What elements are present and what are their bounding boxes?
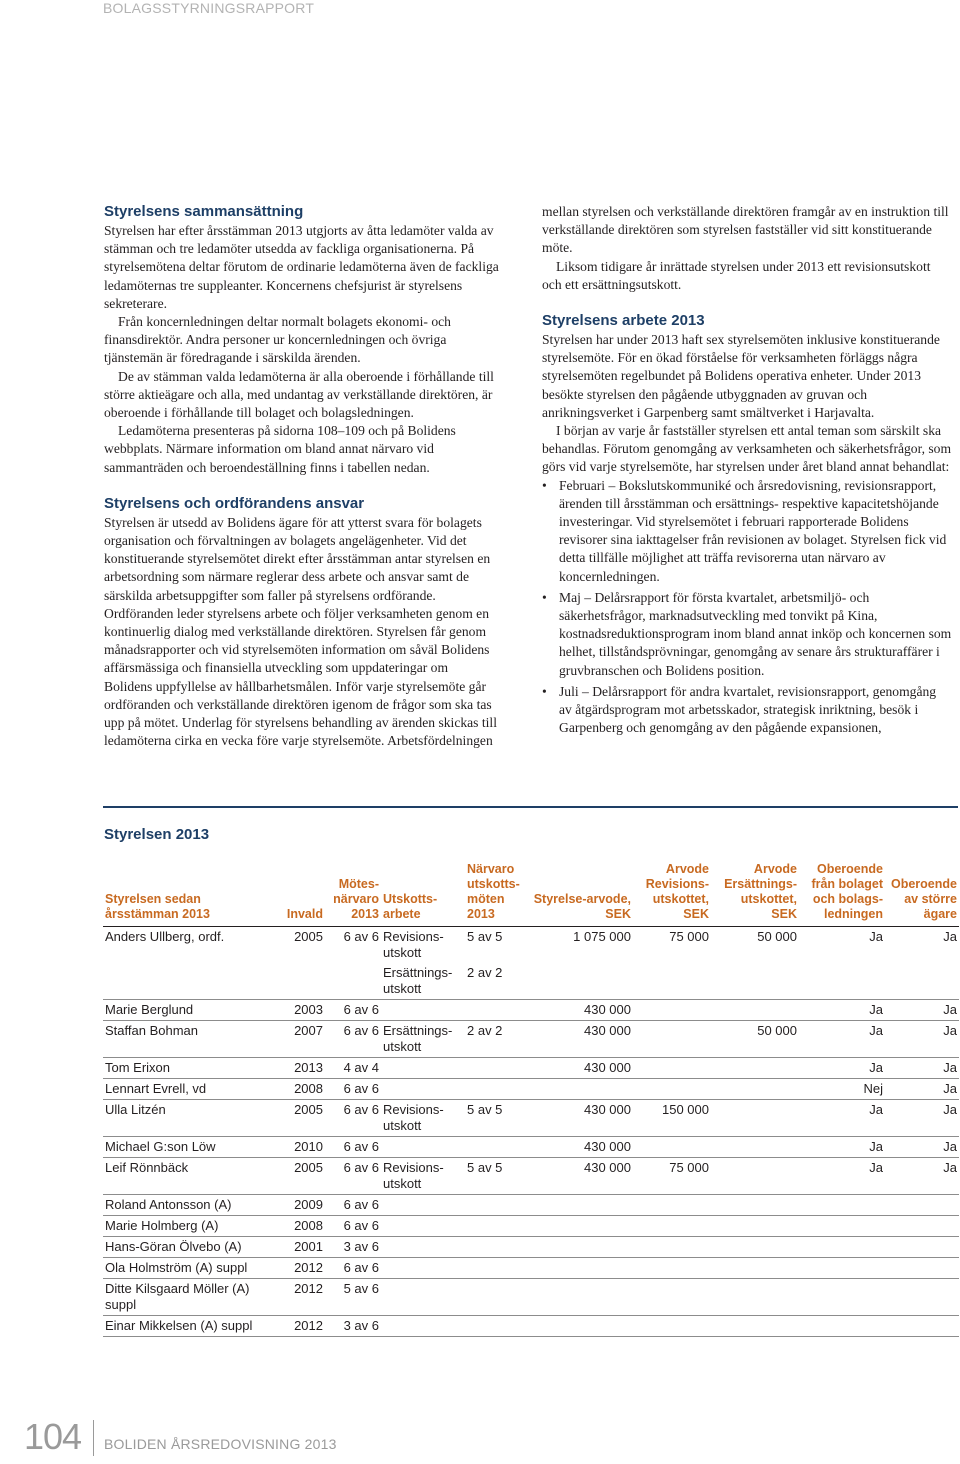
cell-elected: 2008 xyxy=(271,1216,325,1237)
cell-elected: 2005 xyxy=(271,1158,325,1195)
cell-independent-company: Nej xyxy=(799,1079,885,1100)
cell-name: Marie Holmberg (A) xyxy=(103,1216,271,1237)
cell-committee xyxy=(381,1079,465,1100)
cell-remuneration-fee xyxy=(711,963,799,1000)
board-table xyxy=(103,862,959,1337)
cell-committee: Ersättnings-utskott xyxy=(381,963,465,1000)
cell-audit-fee xyxy=(633,1237,711,1258)
cell-committee-attendance xyxy=(465,1058,523,1079)
cell-meetings: 6 av 6 xyxy=(325,1100,381,1137)
bullet-icon: • xyxy=(542,477,547,493)
cell-meetings: 3 av 6 xyxy=(325,1237,381,1258)
cell-meetings: 3 av 6 xyxy=(325,1316,381,1337)
cell-committee xyxy=(381,1137,465,1158)
cell-independent-company: Ja xyxy=(799,1158,885,1195)
paragraph: Styrelsen är utsedd av Bolidens ägare för att ytterst svara för bolagets organisation och förvaltningen av bolagets angelägenheter. Vid det konstituerande styrelsemötet direkt efter årsstämman antar styrelsen en arbetsordning som närmare reglerar dess arbete och ansvar samt de särskilda arbetsuppgifter som faller på styrelsens ordförande. Ordföranden leder styrelsens arbete och följer verksamheten genom en kontinuerlig dialog med verkställande direktören. Styrelsen får genom månadsrapporter och vid styrelsemöten information om såväl Bolidens affärsmässiga och finansiella utveckling som uppdateringar om Bolidens uppfyllelse av hållbarhetsmålen. Inför varje styrelsemöte går ordföranden och verkställande direktören igenom de frågor som ska tas upp på mötet. Underlag för styrelsens behandling av ärenden skickas till ledamöterna cirka en vecka före varje styrelsemöte. Arbetsfördelningen xyxy=(104,514,497,749)
cell-committee-attendance xyxy=(465,1216,523,1237)
col-header-remuneration-fee: Arvode Ersättnings-utskottet, SEK xyxy=(711,862,799,927)
cell-committee xyxy=(381,1258,465,1279)
cell-audit-fee xyxy=(633,1137,711,1158)
table-row xyxy=(103,1058,959,1079)
cell-committee: Revisions-utskott xyxy=(381,1158,465,1195)
cell-meetings xyxy=(325,963,381,1000)
cell-elected: 2005 xyxy=(294,929,323,944)
table-row xyxy=(103,1279,959,1316)
table-row xyxy=(103,1158,959,1195)
cell-remuneration-fee: 50 000 xyxy=(757,929,797,944)
cell-name: Roland Antonsson (A) xyxy=(103,1195,271,1216)
cell-remuneration-fee: 50 000 xyxy=(711,1021,799,1058)
cell-board-fee xyxy=(523,1279,633,1316)
section-title-composition: Styrelsens sammansättning xyxy=(104,203,304,220)
cell-audit-fee xyxy=(633,1279,711,1316)
cell-meetings: 6 av 6 xyxy=(325,1158,381,1195)
cell-independent-owners: Ja xyxy=(885,1000,959,1021)
cell-board-fee xyxy=(523,1079,633,1100)
table-top-rule xyxy=(103,806,958,808)
cell-committee xyxy=(381,1216,465,1237)
cell-name: Michael G:son Löw xyxy=(103,1137,271,1158)
cell-committee-attendance: 5 av 5 xyxy=(465,1100,523,1137)
cell-committee: Revisions-utskott xyxy=(381,1100,465,1137)
paragraph: I början av varje år fastställer styrelsen ett antal teman som särskilt ska behandlas. Förutom genomgång av verksamheten och säkerhetsfrågor, som görs vid varje styrelsemöte, har styrelsen under året bland annat behandlat: xyxy=(542,423,952,475)
cell-meetings: 6 av 6 xyxy=(343,929,379,944)
cell-independent-company xyxy=(799,1216,885,1237)
cell-independent-company xyxy=(799,1316,885,1337)
table-row xyxy=(103,963,959,1000)
cell-name: Anders Ullberg, ordf. xyxy=(105,929,225,944)
cell-meetings: 6 av 6 xyxy=(325,1079,381,1100)
cell-independent-company: Ja xyxy=(869,929,883,944)
paragraph: Liksom tidigare år inrättade styrelsen under 2013 ett revisionsutskott och ett ersättningsutskott. xyxy=(542,258,931,292)
cell-independent-company: Ja xyxy=(799,1000,885,1021)
cell-independent-company: Ja xyxy=(799,1137,885,1158)
cell-elected: 2003 xyxy=(271,1000,325,1021)
cell-audit-fee xyxy=(633,1216,711,1237)
cell-independent-owners: Ja xyxy=(885,1137,959,1158)
cell-elected: 2012 xyxy=(271,1279,325,1316)
cell-independent-owners xyxy=(885,1195,959,1216)
cell-board-fee xyxy=(523,1237,633,1258)
cell-elected: 2007 xyxy=(271,1021,325,1058)
cell-independent-owners xyxy=(885,1279,959,1316)
cell-board-fee: 430 000 xyxy=(523,1021,633,1058)
cell-elected: 2005 xyxy=(271,1100,325,1137)
cell-committee-attendance: 2 av 2 xyxy=(465,963,523,1000)
cell-independent-company: Ja xyxy=(799,1021,885,1058)
cell-elected xyxy=(271,963,325,1000)
running-header: BOLAGSSTYRNINGSRAPPORT xyxy=(103,0,315,16)
cell-independent-owners: Ja xyxy=(885,1100,959,1137)
col-header-elected: Invald xyxy=(271,862,325,927)
cell-board-fee xyxy=(523,1195,633,1216)
cell-independent-company xyxy=(799,1237,885,1258)
col-header-meetings: Mötes-närvaro 2013 xyxy=(325,862,381,927)
cell-board-fee: 1 075 000 xyxy=(573,929,631,944)
list-item: • Juli – Delårsrapport för andra kvartalet, revisionsrapport, genomgång av åtgärdsprogram mot arbetsskador, strategisk inriktning, besök i Garpenberg och genomgång av den pågående expansionen, xyxy=(542,683,937,736)
cell-board-fee: 430 000 xyxy=(523,1000,633,1021)
cell-audit-fee: 75 000 xyxy=(633,1158,711,1195)
cell-board-fee xyxy=(523,963,633,1000)
cell-independent-owners xyxy=(885,1216,959,1237)
cell-remuneration-fee xyxy=(711,1000,799,1021)
cell-remuneration-fee xyxy=(711,1195,799,1216)
cell-elected: 2012 xyxy=(271,1258,325,1279)
col-header-audit-fee: Arvode Revisions-utskottet, SEK xyxy=(633,862,711,927)
table-row xyxy=(103,1316,959,1337)
cell-remuneration-fee xyxy=(711,1058,799,1079)
col-header-independent-owners: Oberoende av större ägare xyxy=(885,862,959,927)
cell-committee xyxy=(381,1279,465,1316)
cell-committee-attendance xyxy=(465,1258,523,1279)
table-row xyxy=(103,1195,959,1216)
cell-board-fee xyxy=(523,1216,633,1237)
cell-independent-company xyxy=(799,1195,885,1216)
cell-independent-company xyxy=(799,1258,885,1279)
cell-committee-attendance xyxy=(465,1137,523,1158)
cell-committee-attendance xyxy=(465,1000,523,1021)
cell-board-fee xyxy=(523,1316,633,1337)
cell-board-fee: 430 000 xyxy=(523,1158,633,1195)
cell-audit-fee xyxy=(633,963,711,1000)
right-column xyxy=(542,203,952,740)
section-title-responsibility: Styrelsens och ordförandens ansvar xyxy=(104,494,365,512)
cell-committee: Ersättnings-utskott xyxy=(381,1021,465,1058)
col-header-committee-attendance: Närvaro utskotts-möten 2013 xyxy=(465,862,523,927)
cell-independent-owners xyxy=(885,963,959,1000)
table-row xyxy=(103,1079,959,1100)
table-row xyxy=(103,1258,959,1279)
bullet-icon: • xyxy=(542,683,547,699)
cell-independent-company xyxy=(799,963,885,1000)
cell-board-fee: 430 000 xyxy=(523,1137,633,1158)
cell-committee-attendance xyxy=(465,1195,523,1216)
cell-name: Ola Holmström (A) suppl xyxy=(103,1258,271,1279)
cell-meetings: 6 av 6 xyxy=(325,1216,381,1237)
cell-meetings: 6 av 6 xyxy=(325,1021,381,1058)
col-header-board-fee: Styrelse-arvode, SEK xyxy=(523,862,633,927)
cell-meetings: 6 av 6 xyxy=(325,1195,381,1216)
cell-remuneration-fee xyxy=(711,1258,799,1279)
cell-name: Tom Erixon xyxy=(103,1058,271,1079)
cell-elected: 2009 xyxy=(271,1195,325,1216)
paragraph: Ledamöterna presenteras på sidorna 108–109 och på Bolidens webbplats. Närmare information om bland annat närvaro vid sammanträden och beroendeställning finns i tabellen nedan. xyxy=(104,423,456,475)
cell-independent-owners: Ja xyxy=(885,1158,959,1195)
table-row xyxy=(103,1100,959,1137)
table-row xyxy=(103,1000,959,1021)
cell-name: Staffan Bohman xyxy=(103,1021,271,1058)
cell-elected: 2008 xyxy=(271,1079,325,1100)
publication-title: BOLIDEN ÅRSREDOVISNING 2013 xyxy=(104,1436,337,1452)
table-title: Styrelsen 2013 xyxy=(104,826,210,843)
cell-elected: 2012 xyxy=(271,1316,325,1337)
cell-meetings: 6 av 6 xyxy=(325,1000,381,1021)
list-item: • Februari – Bokslutskommuniké och årsredovisning, revisionsrapport, ärenden till årsstämman och ersättnings- respektive kapacitetshöjande investeringar. Vid styrelsemötet i februari rapporterade Bolidens revisorer sina iakttagelser från revisionen av bolaget. Styrelsen fick vid detta tillfälle möjlighet att träffa revisorerna utan närvaro av koncernledningen. xyxy=(542,477,947,584)
cell-independent-owners xyxy=(885,1316,959,1337)
cell-independent-company xyxy=(799,1279,885,1316)
col-header-independent-company: Oberoende från bolaget och bolags-ledningen xyxy=(799,862,885,927)
cell-audit-fee xyxy=(633,1258,711,1279)
cell-independent-owners: Ja xyxy=(943,929,957,944)
table-header-row xyxy=(103,862,959,927)
col-header-name: Styrelsen sedan årsstämman 2013 xyxy=(103,862,271,927)
cell-name: Einar Mikkelsen (A) suppl xyxy=(103,1316,271,1337)
cell-remuneration-fee xyxy=(711,1316,799,1337)
cell-committee: Revisions-utskott xyxy=(383,929,444,960)
cell-meetings: 5 av 6 xyxy=(325,1279,381,1316)
table-row xyxy=(103,1237,959,1258)
section-title-board-work: Styrelsens arbete 2013 xyxy=(542,312,705,330)
paragraph: Styrelsen har under 2013 haft sex styrelsemöten inklusive konstituerande styrelsemöte. För en ökad förståelse för verksamheten förläggs några styrelsemöten regelbundet på Bolidens operativa enheter. Under 2013 besökte styrelsen den pågående utbyggnaden av gruvan och anrikningsverket i Garpenberg samt smältverket i Harjavalta. xyxy=(542,332,940,420)
cell-name: Leif Rönnbäck xyxy=(103,1158,271,1195)
cell-independent-company: Ja xyxy=(799,1100,885,1137)
cell-committee xyxy=(381,1316,465,1337)
cell-remuneration-fee xyxy=(711,1279,799,1316)
bullet-icon: • xyxy=(542,589,547,605)
cell-name xyxy=(103,963,271,1000)
cell-remuneration-fee xyxy=(711,1216,799,1237)
cell-elected: 2013 xyxy=(271,1058,325,1079)
cell-committee xyxy=(381,1000,465,1021)
cell-committee-attendance xyxy=(465,1237,523,1258)
cell-audit-fee xyxy=(633,1316,711,1337)
cell-independent-owners: Ja xyxy=(885,1058,959,1079)
cell-name: Ditte Kilsgaard Möller (A) suppl xyxy=(103,1279,271,1316)
cell-committee-attendance xyxy=(465,1079,523,1100)
cell-committee-attendance xyxy=(465,1316,523,1337)
cell-name: Lennart Evrell, vd xyxy=(103,1079,271,1100)
cell-independent-company: Ja xyxy=(799,1058,885,1079)
table-row xyxy=(103,1021,959,1058)
cell-audit-fee xyxy=(633,1000,711,1021)
cell-committee-attendance: 5 av 5 xyxy=(465,1158,523,1195)
cell-remuneration-fee xyxy=(711,1137,799,1158)
page-number: 104 xyxy=(24,1416,82,1457)
list-item: • Maj – Delårsrapport för första kvartalet, arbetsmiljö- och säkerhetsfrågor, marknadsutveckling med tonvikt på Kina, kostnadsreduktionsprogram inom bland annat inköp och koncernen som helhet, tillståndsprövningar, genomgång av senare års strukturaffärer i gruvbranschen och Bolidens position. xyxy=(542,589,952,678)
cell-remuneration-fee xyxy=(711,1158,799,1195)
table-body xyxy=(103,927,959,1337)
cell-audit-fee xyxy=(633,1195,711,1216)
cell-board-fee: 430 000 xyxy=(523,1058,633,1079)
cell-name: Marie Berglund xyxy=(103,1000,271,1021)
table-row xyxy=(103,1137,959,1158)
topics-list xyxy=(542,477,952,738)
cell-name: Ulla Litzén xyxy=(103,1100,271,1137)
cell-committee-attendance: 2 av 2 xyxy=(465,1021,523,1058)
cell-audit-fee xyxy=(633,1079,711,1100)
paragraph: mellan styrelsen och verkställande direktören framgår av en instruktion till verkställande direktören som styrelsen fastställer vid sitt konstituerande möte. xyxy=(542,204,949,256)
paragraph: Styrelsen har efter årsstämman 2013 utgjorts av åtta ledamöter valda av stämman och tre ledamöter utsedda av fackliga organisationerna. På styrelsemötena deltar förutom de ordinarie ledamöterna även de fackliga ledamöternas tre suppleanter. Koncernens chefsjurist är styrelsens sekreterare. xyxy=(104,223,499,311)
cell-independent-owners xyxy=(885,1237,959,1258)
cell-audit-fee: 75 000 xyxy=(669,929,709,944)
cell-committee xyxy=(381,1058,465,1079)
cell-audit-fee xyxy=(633,1058,711,1079)
paragraph: De av stämman valda ledamöterna är alla oberoende i förhållande till större aktieägare och alla, med undantag av verkställande direktören, är oberoende i förhållande till bolaget och bolagsledningen. xyxy=(104,368,494,421)
cell-board-fee xyxy=(523,1258,633,1279)
cell-independent-owners: Ja xyxy=(885,1079,959,1100)
cell-independent-owners: Ja xyxy=(885,1021,959,1058)
paragraph: Från koncernledningen deltar normalt bolagets ekonomi- och finansdirektör. Andra personer ur koncernledningen och övriga tjänstemän är föredragande i särskilda ärenden. xyxy=(104,314,451,366)
cell-elected: 2010 xyxy=(271,1137,325,1158)
cell-committee-attendance xyxy=(465,1279,523,1316)
cell-committee xyxy=(381,1237,465,1258)
cell-committee xyxy=(381,1195,465,1216)
cell-audit-fee xyxy=(633,1021,711,1058)
cell-name: Hans-Göran Ölvebo (A) xyxy=(103,1237,271,1258)
cell-remuneration-fee xyxy=(711,1100,799,1137)
cell-meetings: 4 av 4 xyxy=(325,1058,381,1079)
cell-remuneration-fee xyxy=(711,1237,799,1258)
cell-independent-owners xyxy=(885,1258,959,1279)
cell-remuneration-fee xyxy=(711,1079,799,1100)
cell-committee-attendance: 5 av 5 xyxy=(467,929,503,944)
table-row xyxy=(103,927,959,964)
left-column xyxy=(104,203,499,750)
cell-meetings: 6 av 6 xyxy=(325,1258,381,1279)
cell-audit-fee: 150 000 xyxy=(633,1100,711,1137)
cell-board-fee: 430 000 xyxy=(523,1100,633,1137)
cell-elected: 2001 xyxy=(271,1237,325,1258)
cell-meetings: 6 av 6 xyxy=(325,1137,381,1158)
table-row xyxy=(103,1216,959,1237)
col-header-committee: Utskotts-arbete xyxy=(381,862,465,927)
footer-divider xyxy=(93,1420,94,1456)
